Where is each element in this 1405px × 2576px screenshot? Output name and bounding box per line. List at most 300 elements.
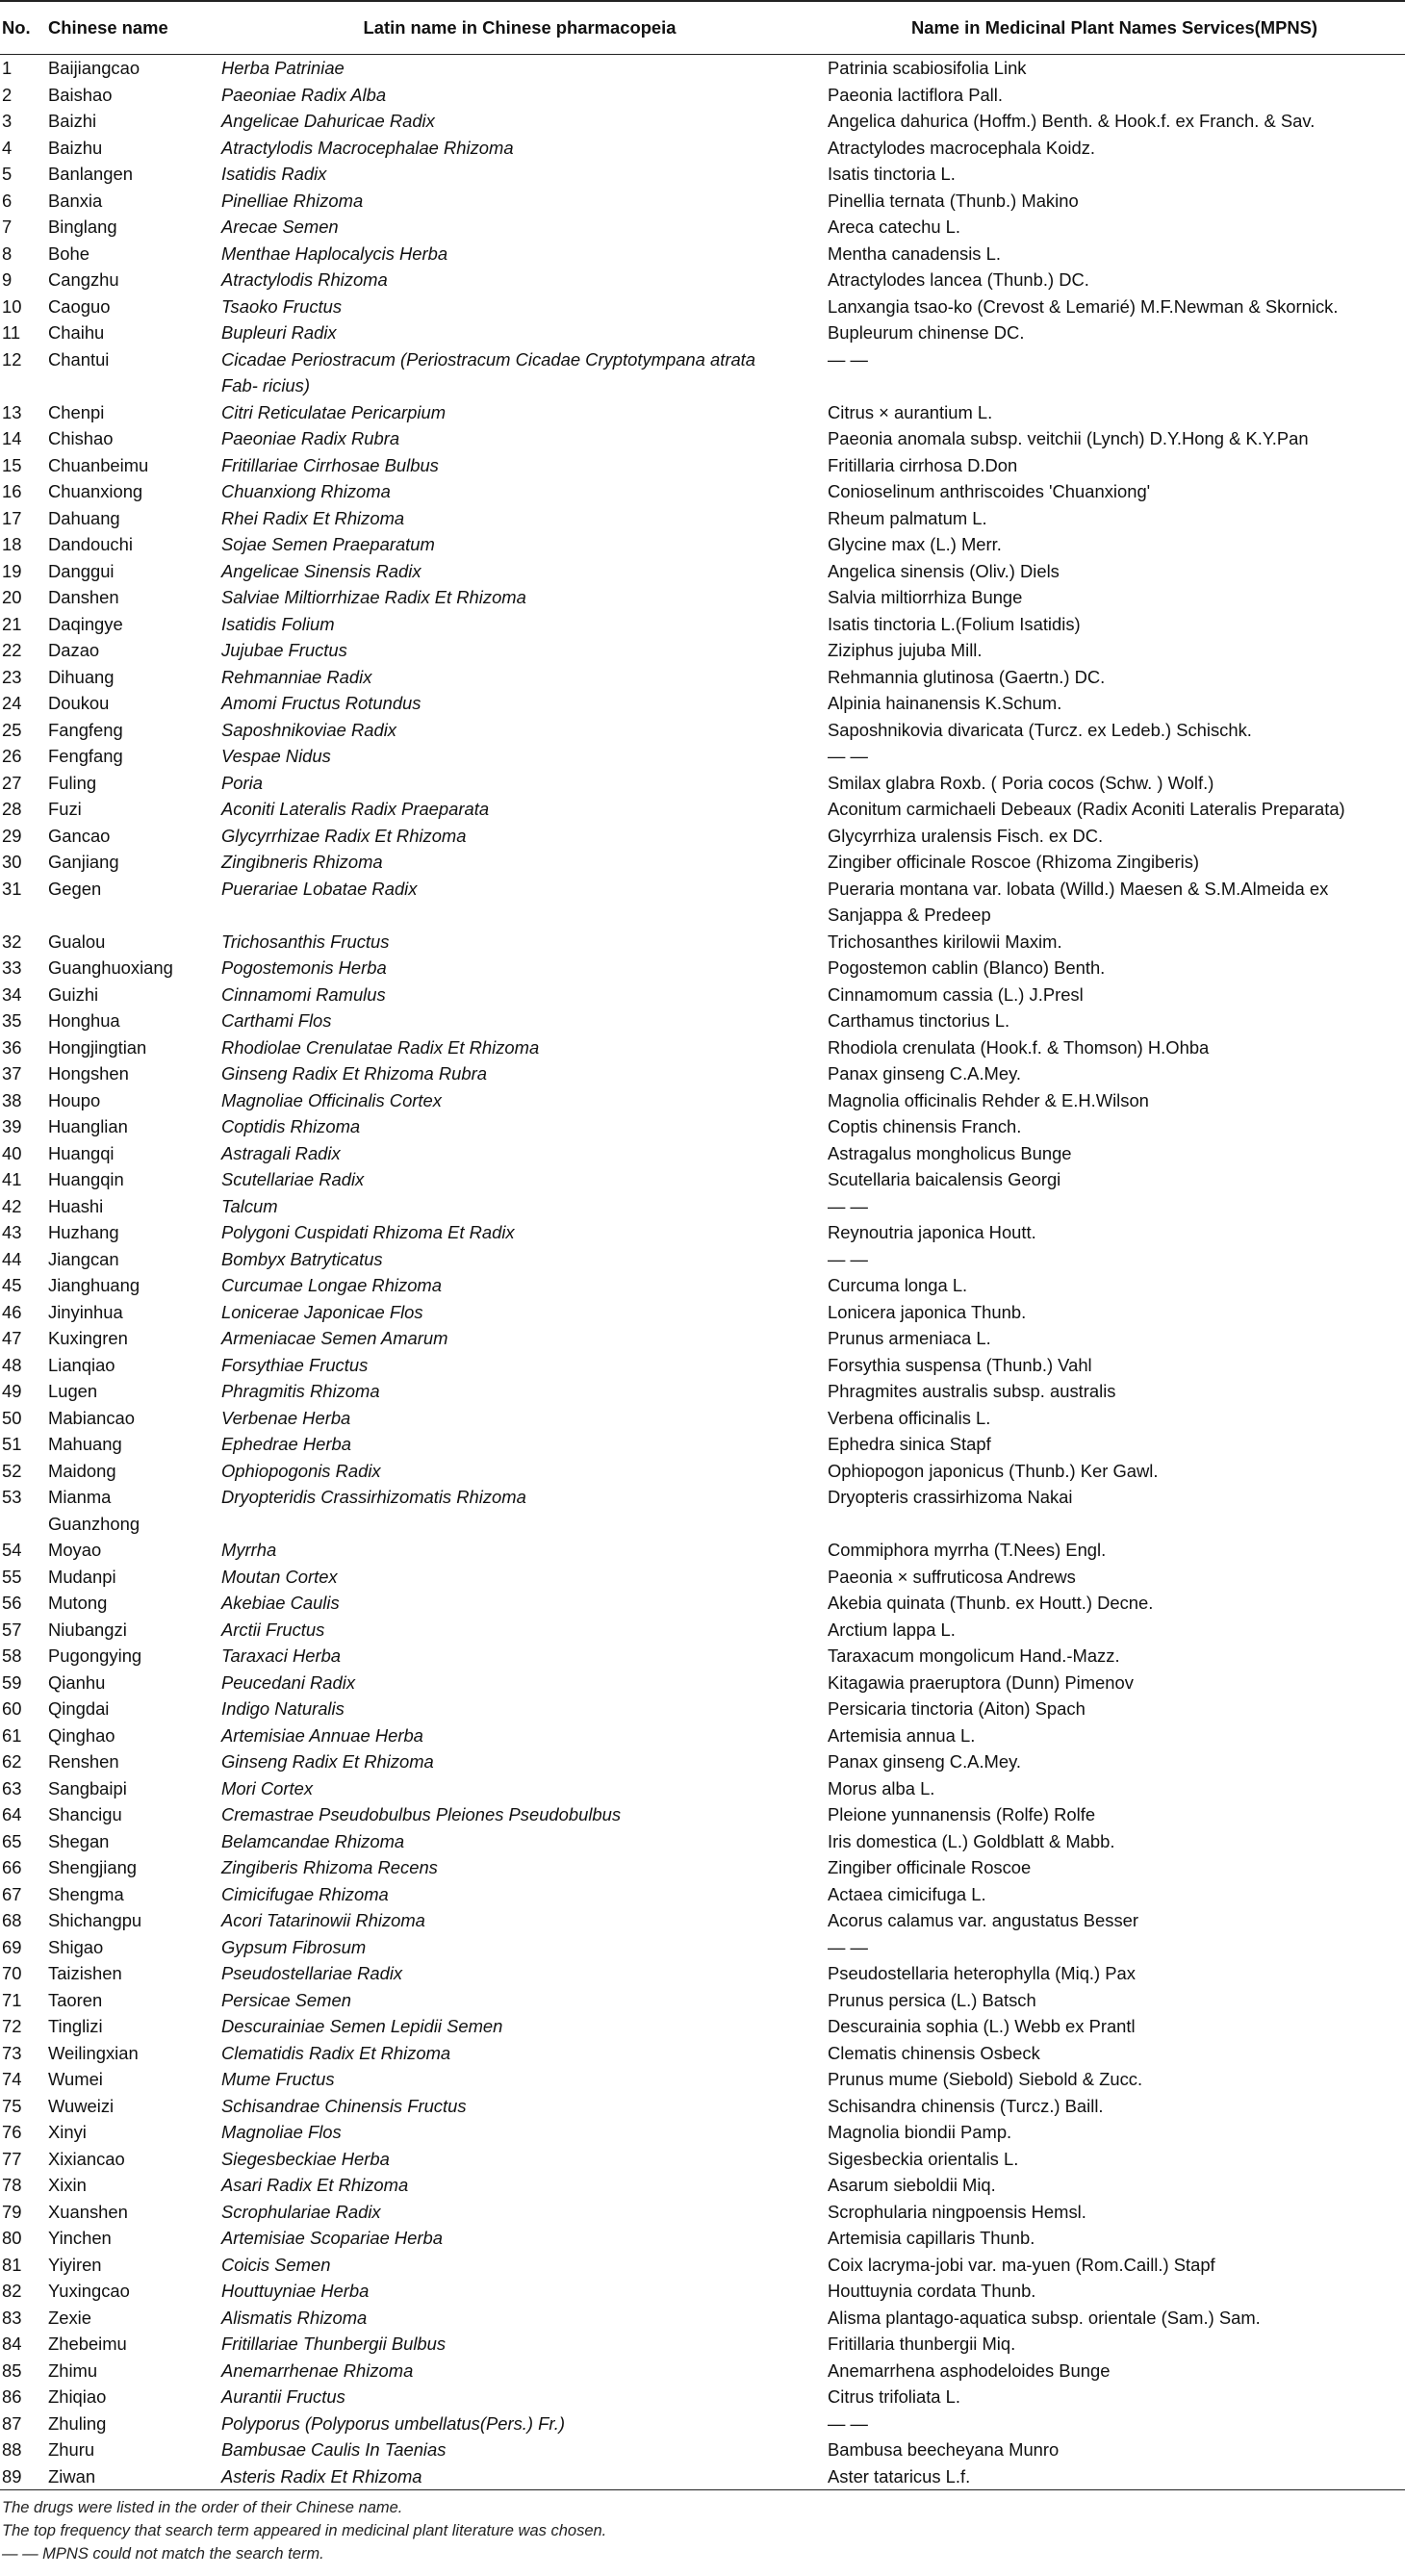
cell-chinese-name: Fuzi [48,799,82,819]
cell-latin-name: Cremastrae Pseudobulbus Pleiones Pseudobulbus [221,1804,622,1824]
cell-latin-name: Forsythiae Fructus [221,1354,369,1375]
cell-mpns-name: Pinellia ternata (Thunb.) Makino [828,190,1079,211]
table-row [0,399,1405,426]
cell-mpns-name: Taraxacum mongolicum Hand.-Mazz. [828,1645,1120,1666]
table-row [0,1352,1405,1379]
cell-no: 9 [2,269,13,290]
cell-chinese-name: Mudanpi [48,1566,116,1587]
cell-chinese-name: Gualou [48,931,106,952]
cell-latin-name: Alismatis Rhizoma [221,2307,368,2328]
cell-no: 64 [2,1804,22,1824]
cell-chinese-name: Banlangen [48,164,133,184]
cell-chinese-name: Taizishen [48,1963,122,1983]
cell-mpns-name: Aster tataricus L.f. [828,2465,971,2487]
table-row [0,2358,1405,2385]
cell-mpns-name: — — [828,1248,868,1269]
cell-no: 39 [2,1116,22,1136]
cell-no: 85 [2,2359,22,2381]
cell-chinese-name: Chuanbeimu [48,454,149,475]
cell-no: 65 [2,1830,22,1851]
table-row [0,876,1405,929]
table-row [0,1193,1405,1220]
cell-no: 26 [2,746,22,766]
cell-chinese-name: Chuanxiong [48,481,143,501]
cell-chinese-name: Ziwan [48,2465,96,2487]
cell-mpns-name: Descurainia sophia (L.) Webb ex Prantl [828,2016,1136,2036]
cell-no: 5 [2,164,13,184]
cell-mpns-name: Conioselinum anthriscoides 'Chuanxiong' [828,481,1151,501]
cell-no: 38 [2,1089,22,1110]
cell-latin-name: Tsaoko Fructus [221,295,343,317]
cell-mpns-name: Artemisia capillaris Thunb. [828,2228,1035,2248]
cell-latin-name: Magnoliae Flos [221,2122,342,2142]
cell-no: 86 [2,2386,22,2407]
cell-no: 37 [2,1063,22,1084]
cell-mpns-name: Pseudostellaria heterophylla (Miq.) Pax [828,1963,1136,1983]
table-row [0,690,1405,717]
cell-no: 54 [2,1540,22,1560]
cell-no: 36 [2,1036,22,1058]
table-body [0,55,1405,2490]
cell-mpns-name: Paeonia × suffruticosa Andrews [828,1566,1076,1587]
cell-latin-name: Bambusae Caulis In Taenias [221,2439,447,2460]
cell-no: 62 [2,1751,22,1772]
table-row [0,1007,1405,1034]
cell-mpns-name: Ephedra sinica Stapf [828,1434,991,1454]
cell-latin-name: Carthami Flos [221,1010,332,1031]
cell-mpns-name: Akebia quinata (Thunb. ex Houtt.) Decne. [828,1593,1154,1613]
cell-no: 72 [2,2016,22,2036]
cell-latin-name: Rhodiolae Crenulatae Radix Et Rhizoma [221,1036,540,1058]
cell-mpns-name: Acorus calamus var. angustatus Besser [828,1910,1139,1930]
cell-chinese-name: Houpo [48,1089,101,1110]
table-row [0,1405,1405,1432]
table-row [0,1907,1405,1934]
cell-no: 11 [2,322,21,343]
table-row [0,2040,1405,2067]
table-row [0,2119,1405,2146]
cell-chinese-name: Mutong [48,1593,108,1613]
table-row [0,452,1405,479]
cell-mpns-name: Kitagawia praeruptora (Dunn) Pimenov [828,1671,1134,1693]
table-row [0,531,1405,558]
cell-chinese-name: Baizhu [48,137,103,158]
cell-latin-name: Artemisiae Annuae Herba [221,1724,423,1746]
cell-chinese-name: Mahuang [48,1434,122,1454]
cell-mpns-name: Citrus × aurantium L. [828,401,993,422]
cell-chinese-name: Qianhu [48,1671,106,1693]
cell-latin-name: Zingibneris Rhizoma [221,852,383,872]
cell-mpns-name: — — [828,746,868,766]
cell-chinese-name: Chantui [48,348,110,370]
header-mpns-name: Name in Medicinal Plant Names Services(MPNS) [824,1,1405,55]
cell-chinese-name: Wumei [48,2069,103,2089]
cell-mpns-name: Prunus persica (L.) Batsch [828,1989,1036,2010]
cell-mpns-name: Phragmites australis subsp. australis [828,1381,1116,1401]
cell-latin-name: Chuanxiong Rhizoma [221,481,391,501]
table-row [0,319,1405,346]
cell-mpns-name: Smilax glabra Roxb. ( Poria cocos (Schw. ) Wolf.) [828,772,1214,793]
cell-no: 7 [2,217,13,237]
table-row [0,161,1405,188]
table-row [0,743,1405,770]
table-row [0,1854,1405,1881]
cell-latin-name: Verbenae Herba [221,1407,351,1428]
cell-mpns-name: Salvia miltiorrhiza Bunge [828,587,1023,607]
table-row [0,478,1405,505]
cell-chinese-name: Zhiqiao [48,2386,107,2407]
cell-no: 89 [2,2465,22,2487]
cell-no: 27 [2,772,22,793]
cell-no: 23 [2,666,22,687]
cell-mpns-name: Isatis tinctoria L.(Folium Isatidis) [828,613,1081,634]
cell-mpns-name: — — [828,348,868,370]
cell-latin-name: Amomi Fructus Rotundus [221,693,422,713]
cell-no: 25 [2,719,22,740]
cell-latin-name: Coicis Semen [221,2254,331,2275]
cell-no: 48 [2,1354,22,1375]
footnote: The top frequency that search term appeared in medicinal plant literature was chosen. [2,2522,607,2539]
cell-no: 76 [2,2122,22,2142]
table-row [0,1458,1405,1485]
cell-no: 17 [2,507,22,528]
cell-latin-name: Taraxaci Herba [221,1645,342,1666]
cell-latin-name: Paeoniae Radix Alba [221,84,387,105]
cell-latin-name: Menthae Haplocalycis Herba [221,242,448,264]
cell-no: 67 [2,1883,22,1904]
table-row [0,2013,1405,2040]
table-row [0,929,1405,956]
cell-mpns-name: Forsythia suspensa (Thunb.) Vahl [828,1354,1092,1375]
cell-chinese-name: Shengjiang [48,1857,138,1877]
cell-no: 61 [2,1724,22,1746]
table-row [0,1246,1405,1273]
header-chinese-name: Chinese name [44,1,216,55]
cell-mpns-name: Schisandra chinensis (Turcz.) Baill. [828,2095,1104,2116]
cell-chinese-name: Huzhang [48,1222,119,1242]
cell-chinese-name: Huangqi [48,1142,115,1163]
cell-chinese-name: Qinghao [48,1724,115,1746]
cell-mpns-name: Dryopteris crassirhizoma Nakai [828,1487,1073,1507]
cell-latin-name: Herba Patriniae [221,58,345,78]
cell-latin-name: Schisandrae Chinensis Fructus [221,2095,467,2116]
cell-chinese-name: Huanglian [48,1116,128,1136]
table-row [0,1748,1405,1775]
cell-no: 31 [2,878,22,899]
table-row [0,55,1405,82]
cell-latin-name: Scutellariae Radix [221,1169,365,1189]
cell-latin-name: Bupleuri Radix [221,322,337,343]
cell-mpns-name: Pogostemon cablin (Blanco) Benth. [828,957,1106,978]
cell-mpns-name: Prunus mume (Siebold) Siebold & Zucc. [828,2069,1143,2089]
cell-no: 10 [2,295,22,317]
cell-no: 3 [2,111,13,131]
cell-no: 73 [2,2042,22,2063]
cell-mpns-name: Fritillaria cirrhosa D.Don [828,454,1018,475]
cell-no: 52 [2,1460,22,1481]
cell-chinese-name: Xinyi [48,2122,87,2142]
cell-chinese-name: Yiyiren [48,2254,102,2275]
table-row [0,1272,1405,1299]
cell-latin-name: Aurantii Fructus [221,2386,345,2407]
cell-no: 59 [2,1671,22,1693]
cell-no: 20 [2,587,22,607]
cell-latin-name: Siegesbeckiae Herba [221,2148,390,2169]
cell-chinese-name: Guanghuoxiang [48,957,173,978]
table-row [0,1564,1405,1591]
cell-mpns-name: Scrophularia ningpoensis Hemsl. [828,2201,1086,2222]
cell-latin-name: Descurainiae Semen Lepidii Semen [221,2016,503,2036]
cell-mpns-name: Commiphora myrrha (T.Nees) Engl. [828,1540,1107,1560]
cell-no: 47 [2,1328,22,1348]
cell-mpns-name: Citrus trifoliata L. [828,2386,960,2407]
cell-latin-name: Anemarrhenae Rhizoma [221,2359,414,2381]
cell-mpns-name: Bupleurum chinense DC. [828,322,1025,343]
cell-mpns-name: Scutellaria baicalensis Georgi [828,1169,1061,1189]
cell-chinese-name: Wuweizi [48,2095,115,2116]
table-row [0,1325,1405,1352]
table-row [0,982,1405,1008]
cell-no: 81 [2,2254,22,2275]
table-row [0,346,1405,399]
cell-chinese-name: Dahuang [48,507,120,528]
table-row [0,1166,1405,1193]
cell-mpns-name: Carthamus tinctorius L. [828,1010,1010,1031]
cell-latin-name: Atractylodis Macrocephalae Rhizoma [221,137,514,158]
cell-latin-name: Angelicae Sinensis Radix [221,560,422,581]
cell-chinese-name: Kuxingren [48,1328,128,1348]
cell-latin-name: Phragmitis Rhizoma [221,1381,380,1401]
cell-no: 71 [2,1989,22,2010]
cell-no: 43 [2,1222,22,1242]
cell-chinese-name: Danshen [48,587,119,607]
cell-latin-name: Moutan Cortex [221,1566,338,1587]
cell-chinese-name: Binglang [48,217,117,237]
cell-no: 84 [2,2334,22,2354]
cell-latin-name: Jujubae Fructus [221,640,347,660]
cell-mpns-name: Anemarrhena asphodeloides Bunge [828,2359,1111,2381]
cell-latin-name: Saposhnikoviae Radix [221,719,396,740]
cell-chinese-name: Baishao [48,84,113,105]
cell-mpns-name: Atractylodes macrocephala Koidz. [828,137,1096,158]
cell-no: 44 [2,1248,22,1269]
cell-no: 14 [2,428,22,448]
cell-chinese-name: Lianqiao [48,1354,115,1375]
cell-mpns-name: Rheum palmatum L. [828,507,987,528]
cell-latin-name: Asari Radix Et Rhizoma [221,2175,409,2195]
cell-latin-name: Pseudostellariae Radix [221,1963,403,1983]
cell-no: 63 [2,1777,22,1798]
cell-mpns-name: Pueraria montana var. lobata (Willd.) Maesen & S.M.Almeida ex Sanjappa & Predeep [828,878,1329,925]
cell-chinese-name: Hongjingtian [48,1036,147,1058]
cell-mpns-name: Magnolia biondii Pamp. [828,2122,1012,2142]
cell-chinese-name: Renshen [48,1751,119,1772]
cell-mpns-name: Alisma plantago-aquatica subsp. orientale (Sam.) Sam. [828,2307,1261,2328]
cell-mpns-name: Clematis chinensis Osbeck [828,2042,1040,2063]
cell-no: 79 [2,2201,22,2222]
cell-chinese-name: Huangqin [48,1169,124,1189]
cell-mpns-name: Zingiber officinale Roscoe (Rhizoma Zingiberis) [828,852,1200,872]
cell-mpns-name: Prunus armeniaca L. [828,1328,991,1348]
table-row [0,2331,1405,2358]
table-row [0,214,1405,241]
cell-mpns-name: Lonicera japonica Thunb. [828,1301,1027,1322]
cell-mpns-name: — — [828,1195,868,1216]
table-row [0,2278,1405,2305]
cell-chinese-name: Baijiangcao [48,58,140,78]
cell-no: 12 [2,348,22,370]
header-latin-name: Latin name in Chinese pharmacopeia [216,1,824,55]
cell-no: 60 [2,1698,22,1719]
cell-no: 56 [2,1593,22,1613]
table-footnotes [0,2490,1405,2565]
cell-latin-name: Poria [221,772,263,793]
cell-latin-name: Rhei Radix Et Rhizoma [221,507,405,528]
table-row [0,241,1405,268]
cell-no: 87 [2,2412,22,2434]
cell-mpns-name: Aconitum carmichaeli Debeaux (Radix Aconiti Lateralis Preparata) [828,799,1345,819]
cell-no: 49 [2,1381,22,1401]
table-row [0,558,1405,585]
table-row [0,2146,1405,2173]
cell-latin-name: Peucedani Radix [221,1671,356,1693]
cell-chinese-name: Tinglizi [48,2016,103,2036]
cell-mpns-name: Glycine max (L.) Merr. [828,534,1002,554]
cell-latin-name: Indigo Naturalis [221,1698,345,1719]
cell-mpns-name: Asarum sieboldii Miq. [828,2175,996,2195]
table-row [0,1299,1405,1326]
cell-chinese-name: Niubangzi [48,1619,127,1640]
cell-chinese-name: Daqingye [48,613,123,634]
footnote: — — MPNS could not match the search term. [2,2545,324,2563]
cell-mpns-name: Panax ginseng C.A.Mey. [828,1751,1022,1772]
cell-chinese-name: Zhebeimu [48,2334,127,2354]
table-row [0,1034,1405,1061]
table-row [0,637,1405,664]
table-row [0,796,1405,823]
cell-latin-name: Paeoniae Radix Rubra [221,428,400,448]
cell-mpns-name: Actaea cimicifuga L. [828,1883,986,1904]
cell-chinese-name: Chaihu [48,322,105,343]
cell-mpns-name: Alpinia hainanensis K.Schum. [828,693,1062,713]
table-row [0,2252,1405,2279]
cell-latin-name: Pinelliae Rhizoma [221,190,364,211]
cell-no: 33 [2,957,22,978]
cell-mpns-name: Saposhnikovia divaricata (Turcz. ex Ledeb.) Schischk. [828,719,1252,740]
table-row [0,293,1405,320]
table-row [0,2093,1405,2120]
table-row [0,1060,1405,1087]
cell-chinese-name: Chenpi [48,401,105,422]
cell-no: 8 [2,242,13,264]
cell-chinese-name: Fuling [48,772,97,793]
cell-chinese-name: Mabiancao [48,1407,135,1428]
table-row [0,505,1405,532]
cell-no: 88 [2,2439,22,2460]
cell-no: 13 [2,401,22,422]
cell-latin-name: Lonicerae Japonicae Flos [221,1301,423,1322]
cell-mpns-name: Mentha canadensis L. [828,242,1001,264]
cell-mpns-name: Magnolia officinalis Rehder & E.H.Wilson [828,1089,1149,1110]
cell-latin-name: Cinnamomi Ramulus [221,983,386,1005]
cell-latin-name: Clematidis Radix Et Rhizoma [221,2042,451,2063]
cell-mpns-name: Angelica dahurica (Hoffm.) Benth. & Hook.f. ex Franch. & Sav. [828,111,1316,131]
table-row [0,1113,1405,1140]
cell-no: 50 [2,1407,22,1428]
cell-latin-name: Citri Reticulatae Pericarpium [221,401,447,422]
cell-chinese-name: Xuanshen [48,2201,128,2222]
cell-latin-name: Zingiberis Rhizoma Recens [221,1857,438,1877]
table-row [0,82,1405,109]
table-row [0,2384,1405,2410]
cell-no: 82 [2,2281,22,2301]
table-row [0,955,1405,982]
table-row [0,1722,1405,1749]
cell-chinese-name: Jiangcan [48,1248,119,1269]
table-row [0,849,1405,876]
cell-latin-name: Angelicae Dahuricae Radix [221,111,435,131]
cell-latin-name: Acori Tatarinowii Rhizoma [221,1910,425,1930]
cell-chinese-name: Hongshen [48,1063,129,1084]
cell-chinese-name: Doukou [48,693,110,713]
cell-latin-name: Aconiti Lateralis Radix Praeparata [221,799,490,819]
cell-latin-name: Astragali Radix [221,1142,341,1163]
cell-chinese-name: Huashi [48,1195,104,1216]
cell-no: 6 [2,190,13,211]
cell-no: 19 [2,560,22,581]
cell-chinese-name: Moyao [48,1540,102,1560]
table-row [0,1987,1405,2014]
cell-mpns-name: Trichosanthes kirilowii Maxim. [828,931,1062,952]
cell-no: 78 [2,2175,22,2195]
cell-chinese-name: Banxia [48,190,103,211]
table-row [0,1617,1405,1644]
cell-mpns-name: — — [828,2412,868,2434]
cell-no: 28 [2,799,22,819]
cell-no: 29 [2,825,22,846]
cell-no: 70 [2,1963,22,1983]
cell-latin-name: Mume Fructus [221,2069,335,2089]
header-no: No. [0,1,44,55]
table-row [0,425,1405,452]
table-row [0,2410,1405,2437]
cell-chinese-name: Taoren [48,1989,103,2010]
cell-latin-name: Mori Cortex [221,1777,314,1798]
table-row [0,267,1405,293]
table-row [0,2463,1405,2490]
cell-chinese-name: Sangbaipi [48,1777,127,1798]
cell-chinese-name: Mianma Guanzhong [48,1487,140,1534]
cell-no: 34 [2,983,22,1005]
cell-latin-name: Artemisiae Scopariae Herba [221,2228,443,2248]
cell-mpns-name: Coptis chinensis Franch. [828,1116,1022,1136]
cell-mpns-name: Rhodiola crenulata (Hook.f. & Thomson) H.Ohba [828,1036,1210,1058]
cell-no: 18 [2,534,22,554]
cell-no: 57 [2,1619,22,1640]
cell-latin-name: Ephedrae Herba [221,1434,351,1454]
table-row [0,611,1405,638]
cell-no: 2 [2,84,13,105]
cell-no: 22 [2,640,22,660]
table-row [0,2305,1405,2332]
table-row [0,717,1405,744]
cell-latin-name: Puerariae Lobatae Radix [221,878,418,899]
table-row [0,1934,1405,1961]
table-row [0,1696,1405,1722]
cell-no: 83 [2,2307,22,2328]
cell-mpns-name: Isatis tinctoria L. [828,164,956,184]
cell-no: 75 [2,2095,22,2116]
